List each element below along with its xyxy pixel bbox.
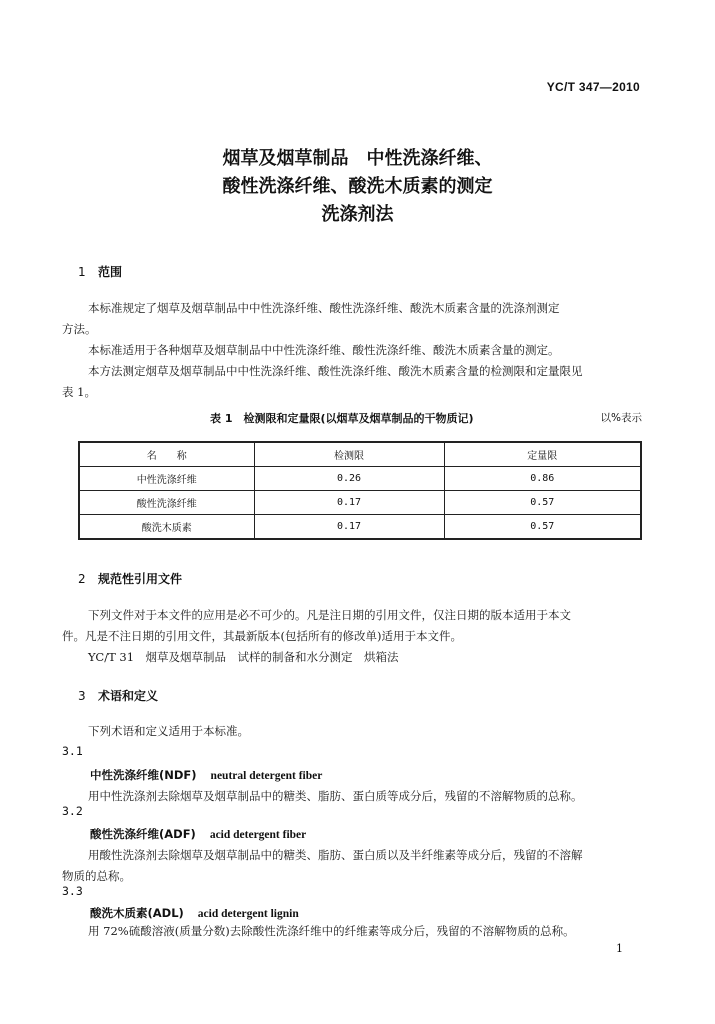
table-cell: 中性洗涤纤维 (79, 467, 254, 491)
text-line: 件。凡是不注日期的引用文件，其最新版本(包括所有的修改单)适用于本文件。 (62, 629, 462, 643)
term-definition (62, 786, 642, 807)
term-number: 3.2 (62, 804, 83, 818)
term-number: 3.1 (62, 744, 83, 758)
term-zh: 酸洗木质素(ADL) (90, 906, 184, 920)
term-heading (90, 767, 322, 783)
section-title: 规范性引用文件 (98, 572, 183, 586)
term-en: neutral detergent fiber (210, 770, 323, 782)
text-line: 本方法测定烟草及烟草制品中中性洗涤纤维、酸性洗涤纤维、酸洗木质素含量的检测限和定量限见 (88, 364, 583, 378)
term-en: acid detergent lignin (197, 908, 299, 920)
section-title: 范围 (98, 265, 123, 279)
text-line: 下列文件对于本文件的应用是必不可少的。凡是注日期的引用文件，仅注日期的版本适用于本文 (88, 608, 571, 622)
section-1-paragraph-2 (62, 340, 642, 361)
section-3-intro (62, 721, 642, 742)
table-row (79, 491, 641, 515)
table-header-cell: 定量限 (444, 442, 641, 467)
table-cell: 0.17 (254, 515, 444, 540)
text-line: 本标准规定了烟草及烟草制品中中性洗涤纤维、酸性洗涤纤维、酸洗木质素含量的洗涤剂测定 (88, 301, 560, 315)
page-number: 1 (616, 942, 623, 955)
term-definition (62, 921, 642, 942)
text-line: 用中性洗涤剂去除烟草及烟草制品中的糖类、脂肪、蛋白质等成分后，残留的不溶解物质的总称。 (88, 789, 583, 803)
text-line: 方法。 (62, 322, 97, 336)
term-number: 3.3 (62, 884, 83, 898)
table-header-cell: 名 称 (79, 442, 254, 467)
table-unit: 以%表示 (600, 412, 642, 424)
table-cell: 酸洗木质素 (79, 515, 254, 540)
table-cell: 酸性洗涤纤维 (79, 491, 254, 515)
table-cell: 0.86 (444, 467, 641, 491)
table-header-row (79, 442, 641, 467)
section-number: 3 (78, 689, 86, 703)
table-header-cell: 检测限 (254, 442, 444, 467)
term-heading (90, 826, 306, 842)
title-line: 烟草及烟草制品 中性洗涤纤维、 (222, 148, 493, 169)
detection-limit-table (78, 441, 642, 540)
section-1-heading (78, 263, 122, 280)
text-line: 表 1。 (62, 385, 96, 399)
normative-reference (62, 647, 642, 668)
text-line: YC/T 31 烟草及烟草制品 试样的制备和水分测定 烘箱法 (88, 650, 399, 664)
term-heading (90, 905, 299, 921)
section-1-paragraph-1 (62, 298, 642, 340)
section-1-paragraph-3 (62, 361, 642, 403)
title-line: 酸性洗涤纤维、酸洗木质素的测定 (222, 176, 493, 197)
section-2-paragraph-1 (62, 605, 642, 647)
text-line: 下列术语和定义适用于本标准。 (88, 724, 249, 738)
text-line: 物质的总称。 (62, 869, 131, 883)
table-cell: 0.17 (254, 491, 444, 515)
section-number: 1 (78, 265, 86, 279)
section-3-heading (78, 687, 158, 704)
title-line: 洗涤剂法 (321, 204, 394, 225)
text-line: 用 72%硫酸溶液(质量分数)去除酸性洗涤纤维中的纤维素等成分后，残留的不溶解物质的总称。 (88, 924, 575, 938)
section-2-heading (78, 570, 182, 587)
table-cell: 0.57 (444, 491, 641, 515)
document-title (0, 145, 715, 229)
term-definition (62, 845, 642, 887)
term-zh: 酸性洗涤纤维(ADF) (90, 827, 196, 841)
term-en: acid detergent fiber (209, 829, 307, 841)
text-line: 本标准适用于各种烟草及烟草制品中中性洗涤纤维、酸性洗涤纤维、酸洗木质素含量的测定。 (88, 343, 560, 357)
table-row (79, 467, 641, 491)
section-number: 2 (78, 572, 86, 586)
table-cell: 0.57 (444, 515, 641, 540)
table-title: 表 1 检测限和定量限(以烟草及烟草制品的干物质记) (210, 412, 474, 425)
standard-code: YC/T 347—2010 (546, 80, 640, 94)
table-cell: 0.26 (254, 467, 444, 491)
text-line: 用酸性洗涤剂去除烟草及烟草制品中的糖类、脂肪、蛋白质以及半纤维素等成分后，残留的不溶解 (88, 848, 583, 862)
term-zh: 中性洗涤纤维(NDF) (90, 768, 197, 782)
section-title: 术语和定义 (98, 689, 159, 703)
table-row (79, 515, 641, 540)
